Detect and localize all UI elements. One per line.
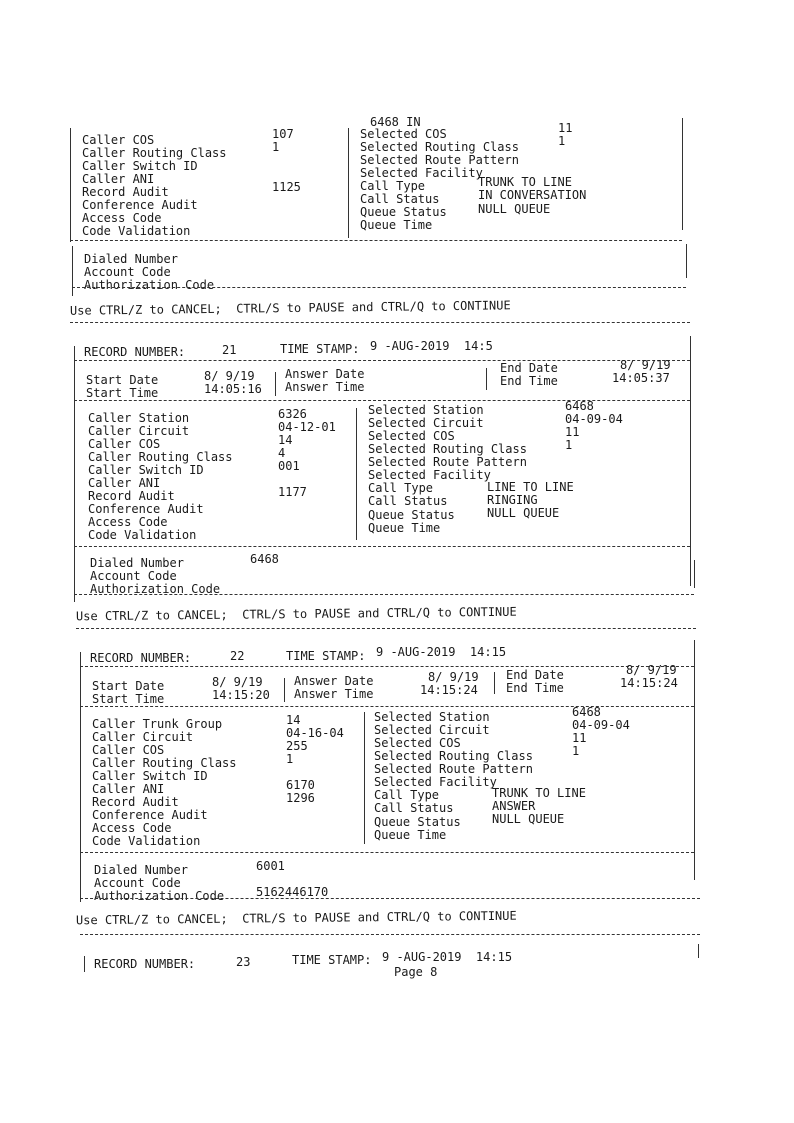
frame-line: [80, 652, 81, 902]
field-label: Caller Circuit: [88, 424, 190, 438]
separator-line: [80, 898, 700, 899]
frame-line: [356, 408, 357, 540]
field-label: Queue Status: [374, 815, 461, 829]
end-date-value: 8/ 9/19: [626, 663, 677, 677]
record-number-label: RECORD NUMBER:: [94, 957, 196, 971]
time-stamp-value: 9 -AUG-2019 14:5: [370, 339, 493, 353]
field-value: 255: [286, 739, 308, 753]
field-value: 1125: [272, 180, 301, 194]
field-value: 6001: [256, 859, 285, 873]
field-value: 6468: [565, 399, 594, 413]
field-label: Selected Station: [374, 710, 490, 724]
field-label: Selected COS: [360, 127, 447, 141]
field-label: Selected Facility: [368, 468, 491, 482]
field-value: 6468: [250, 552, 279, 566]
field-label: Caller ANI: [88, 476, 161, 490]
field-label: Conference Audit: [82, 198, 198, 212]
field-label: Authorization Code: [94, 889, 225, 903]
field-label: Queue Time: [374, 828, 447, 842]
field-label: Access Code: [92, 821, 172, 835]
field-label: End Time: [500, 374, 558, 388]
frame-line: [74, 346, 75, 602]
field-value: 6326: [278, 407, 307, 421]
field-label: Selected Station: [368, 403, 484, 417]
time-stamp-value: 9 -AUG-2019 14:15: [376, 645, 507, 659]
continue-message: Use CTRL/Z to CANCEL; CTRL/S to PAUSE and CTRL/Q to CONTINUE: [75, 908, 517, 928]
selected-station-value: 6468 IN: [370, 115, 421, 129]
field-value: 04-09-04: [565, 412, 623, 426]
field-label: Start Time: [92, 692, 165, 706]
field-label: Conference Audit: [92, 808, 208, 822]
separator-line: [74, 546, 690, 547]
time-stamp-label: TIME STAMP:: [280, 342, 360, 356]
field-label: Account Code: [90, 569, 177, 583]
field-label: Caller Station: [88, 411, 190, 425]
field-label: Call Type: [368, 481, 434, 495]
field-label: Access Code: [82, 211, 162, 225]
field-value: 1: [572, 744, 580, 758]
field-label: Selected Facility: [360, 166, 483, 180]
field-label: Record Audit: [88, 489, 175, 503]
field-label: Code Validation: [88, 528, 197, 542]
separator-line: [70, 240, 682, 241]
field-label: Caller Routing Class: [88, 450, 233, 464]
start-date-value: 8/ 9/19: [204, 369, 255, 383]
field-label: Caller COS: [82, 133, 155, 147]
field-value: 1: [286, 752, 294, 766]
continue-message: Use CTRL/Z to CANCEL; CTRL/S to PAUSE and CTRL/Q to CONTINUE: [69, 298, 511, 318]
field-value: 14: [286, 713, 301, 727]
field-label: Selected COS: [368, 429, 455, 443]
page-number: Page 8: [394, 965, 438, 979]
field-label: End Time: [506, 681, 564, 695]
field-value: RINGING: [487, 493, 538, 507]
field-label: Code Validation: [82, 224, 191, 238]
field-value: 6170: [286, 778, 315, 792]
field-label: Answer Time: [285, 380, 365, 394]
answer-time-value: 14:15:24: [420, 683, 478, 697]
frame-line: [698, 944, 699, 958]
record-number-value: 21: [222, 343, 237, 357]
field-label: Queue Status: [368, 508, 455, 522]
frame-line: [686, 244, 687, 278]
record-number-value: 22: [230, 649, 245, 663]
time-stamp-label: TIME STAMP:: [286, 649, 366, 663]
field-label: Call Status: [374, 801, 454, 815]
time-stamp-value: 9 -AUG-2019 14:15: [382, 950, 513, 964]
frame-line: [694, 640, 695, 880]
field-value: 11: [558, 121, 573, 135]
start-time-value: 14:15:20: [212, 688, 270, 702]
frame-line: [348, 128, 349, 238]
field-value: 1: [558, 134, 566, 148]
frame-line: [70, 128, 71, 242]
field-label: Caller Circuit: [92, 730, 194, 744]
field-label: Selected Route Pattern: [374, 762, 533, 776]
field-value: LINE TO LINE: [487, 480, 574, 494]
field-label: Caller Routing Class: [82, 146, 227, 160]
field-label: Answer Date: [285, 367, 365, 381]
field-value: 04-09-04: [572, 718, 630, 732]
field-label: Account Code: [94, 876, 181, 890]
frame-line: [682, 118, 683, 230]
answer-date-value: 8/ 9/19: [428, 670, 479, 684]
field-label: Call Type: [374, 788, 440, 802]
field-label: Dialed Number: [94, 863, 188, 877]
field-value: NULL QUEUE: [492, 812, 565, 826]
field-label: Caller COS: [92, 743, 165, 757]
field-value: 14: [278, 433, 293, 447]
separator-line: [74, 594, 694, 595]
field-label: Call Status: [360, 192, 440, 206]
field-label: Selected COS: [374, 736, 461, 750]
field-label: Queue Time: [360, 218, 433, 232]
separator-line: [76, 628, 696, 629]
field-label: Call Type: [360, 179, 426, 193]
field-label: Call Status: [368, 494, 448, 508]
frame-line: [284, 678, 285, 702]
field-label: Selected Route Pattern: [360, 153, 519, 167]
field-label: Selected Circuit: [374, 723, 490, 737]
field-label: Account Code: [84, 265, 171, 279]
field-value: IN CONVERSATION: [478, 188, 587, 202]
field-label: Caller Trunk Group: [92, 717, 223, 731]
separator-line: [74, 360, 690, 361]
field-value: 04-16-04: [286, 726, 344, 740]
field-value: NULL QUEUE: [487, 506, 560, 520]
field-value: 11: [565, 425, 580, 439]
record-number-label: RECORD NUMBER:: [90, 651, 192, 665]
field-label: End Date: [506, 668, 564, 682]
continue-message: Use CTRL/Z to CANCEL; CTRL/S to PAUSE and CTRL/Q to CONTINUE: [75, 604, 517, 624]
field-label: Caller Switch ID: [88, 463, 204, 477]
field-label: Answer Time: [294, 687, 374, 701]
field-value: TRUNK TO LINE: [492, 786, 586, 800]
field-label: Caller ANI: [82, 172, 155, 186]
frame-line: [275, 372, 276, 396]
field-value: 1: [565, 438, 573, 452]
separator-line: [80, 934, 700, 935]
field-label: Queue Status: [360, 205, 447, 219]
field-label: Record Audit: [92, 795, 179, 809]
field-label: Selected Routing Class: [360, 140, 519, 154]
end-time-value: 14:15:24: [620, 676, 678, 690]
time-stamp-label: TIME STAMP:: [292, 953, 372, 967]
start-date-value: 8/ 9/19: [212, 675, 263, 689]
frame-line: [694, 560, 695, 588]
field-value: 6468: [572, 705, 601, 719]
separator-line: [80, 706, 694, 707]
frame-line: [494, 672, 495, 694]
field-value: TRUNK TO LINE: [478, 175, 572, 189]
field-label: Caller Routing Class: [92, 756, 237, 770]
field-label: Dialed Number: [84, 252, 178, 266]
field-label: Code Validation: [92, 834, 201, 848]
field-label: Caller COS: [88, 437, 161, 451]
field-value: 1: [272, 140, 280, 154]
field-value: ANSWER: [492, 799, 536, 813]
frame-line: [84, 956, 85, 972]
field-value: 4: [278, 446, 286, 460]
end-time-value: 14:05:37: [612, 371, 670, 385]
field-label: Selected Circuit: [368, 416, 484, 430]
field-label: Conference Audit: [88, 502, 204, 516]
field-label: Queue Time: [368, 521, 441, 535]
field-label: Authorization Code: [90, 582, 221, 596]
start-time-value: 14:05:16: [204, 382, 262, 396]
field-label: Selected Route Pattern: [368, 455, 527, 469]
field-label: Caller ANI: [92, 782, 165, 796]
field-label: Start Time: [86, 386, 159, 400]
separator-line: [70, 322, 690, 323]
field-value: 5162446170: [256, 885, 329, 899]
field-label: Caller Switch ID: [92, 769, 208, 783]
field-label: Selected Facility: [374, 775, 497, 789]
field-label: Caller Switch ID: [82, 159, 198, 173]
field-label: Access Code: [88, 515, 168, 529]
frame-line: [364, 712, 365, 844]
field-label: Dialed Number: [90, 556, 184, 570]
record-number-label: RECORD NUMBER:: [84, 345, 186, 359]
field-label: End Date: [500, 361, 558, 375]
field-label: Answer Date: [294, 674, 374, 688]
field-value: 04-12-01: [278, 420, 336, 434]
field-value: 1296: [286, 791, 315, 805]
field-label: Start Date: [92, 679, 165, 693]
frame-line: [486, 368, 487, 390]
separator-line: [80, 852, 694, 853]
field-value: 11: [572, 731, 587, 745]
frame-line: [72, 246, 73, 296]
separator-line: [72, 287, 686, 288]
frame-line: [690, 336, 691, 586]
end-date-value: 8/ 9/19: [620, 358, 671, 372]
field-value: 107: [272, 127, 294, 141]
separator-line: [74, 400, 690, 401]
separator-line: [80, 666, 694, 667]
field-label: Record Audit: [82, 185, 169, 199]
field-value: 1177: [278, 485, 307, 499]
field-label: Selected Routing Class: [374, 749, 533, 763]
record-number-value: 23: [236, 955, 251, 969]
field-value: NULL QUEUE: [478, 202, 551, 216]
field-value: 001: [278, 459, 300, 473]
field-label: Authorization Code: [84, 278, 215, 292]
field-label: Selected Routing Class: [368, 442, 527, 456]
field-label: Start Date: [86, 373, 159, 387]
